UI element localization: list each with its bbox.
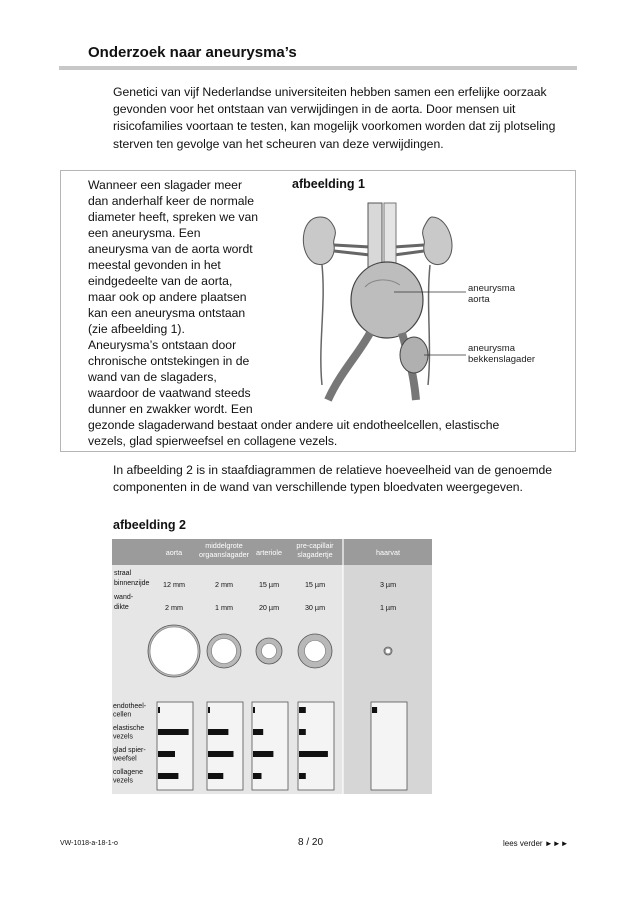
column-header: orgaanslagader bbox=[199, 550, 249, 559]
figure-1-title: afbeelding 1 bbox=[292, 177, 365, 191]
box-text-line: Aneurysma’s ontstaan door bbox=[88, 338, 237, 352]
page-title: Onderzoek naar aneurysma’s bbox=[88, 44, 297, 61]
bar-endotheelcellen bbox=[253, 707, 255, 713]
left-kidney bbox=[303, 217, 335, 265]
title-rule bbox=[59, 66, 577, 70]
box-text-line: gezonde slagaderwand bestaat onder andere uit endotheelcellen, elastische bbox=[88, 418, 500, 432]
bar-collagene-vezels bbox=[253, 773, 262, 779]
next-page-link[interactable]: lees verder ►►► bbox=[503, 839, 569, 848]
row-label: dikte bbox=[114, 604, 129, 611]
bar-elastische-vezels bbox=[158, 729, 189, 735]
box-text-line: wand van de slagaders, bbox=[88, 370, 217, 384]
bar-endotheelcellen bbox=[158, 707, 160, 713]
bar-endotheelcellen bbox=[208, 707, 210, 713]
page-number: 8 / 20 bbox=[298, 837, 324, 848]
box-text-line: aneurysma van de aorta wordt bbox=[88, 242, 253, 256]
box-text-line: eindgedeelte van de aorta, bbox=[88, 274, 233, 288]
column-header: slagadertje bbox=[297, 550, 333, 559]
row-label: wand- bbox=[114, 594, 134, 601]
label-aneurysma-bekken-2: bekkenslagader bbox=[468, 354, 536, 365]
column-header: pre-capillair bbox=[296, 541, 334, 550]
radius-value: 2 mm bbox=[215, 580, 233, 589]
column-header: arteriole bbox=[256, 548, 282, 557]
right-kidney bbox=[423, 217, 452, 265]
footer-code: VW-1018-a-18-1-o bbox=[60, 840, 118, 847]
label-aneurysma-aorta-2: aorta bbox=[468, 294, 490, 305]
box-text-line: dan anderhalf keer de normale bbox=[88, 194, 254, 208]
vessel-lumen bbox=[212, 639, 237, 664]
bar-collagene-vezels bbox=[158, 773, 178, 779]
component-label: vezels bbox=[113, 777, 133, 785]
radius-value: 12 mm bbox=[163, 580, 185, 589]
box-text-line: Wanneer een slagader meer bbox=[88, 178, 243, 192]
wall-value: 1 mm bbox=[215, 603, 233, 612]
left-iliac bbox=[328, 333, 370, 400]
radius-value: 15 µm bbox=[258, 580, 280, 589]
wall-value: 2 mm bbox=[165, 603, 183, 612]
box-text-line: (zie afbeelding 1). bbox=[88, 322, 185, 336]
wall-value: 20 µm bbox=[258, 603, 280, 612]
wall-value: 30 µm bbox=[304, 603, 326, 612]
vessel-wall-chart bbox=[112, 539, 432, 794]
intro-paragraph: Genetici van vijf Nederlandse universiteiten hebben samen een erfelijke oorzaak gevonden voor het ontstaan van verwijdingen in de aorta. Door mensen uit risicofamilies voortaan te testen, kan mogelijk voorkomen worden dat zij plotseling sterven ten gevolge van het scheuren van deze verwijdingen. bbox=[113, 85, 556, 151]
component-label: weefsel bbox=[113, 755, 137, 763]
component-label: endotheel- bbox=[113, 703, 147, 710]
row-label: straal bbox=[114, 570, 132, 577]
wall-value: 1 µm bbox=[379, 603, 397, 612]
vessel-lumen bbox=[262, 644, 277, 659]
component-label: glad spier- bbox=[113, 747, 146, 754]
bar-glad-spierweefsel bbox=[253, 751, 273, 757]
radius-value: 15 µm bbox=[304, 580, 326, 589]
box-text-line: meestal gevonden in het bbox=[88, 258, 221, 272]
box-text-line: maar ook op andere plaatsen bbox=[88, 290, 247, 304]
box-text-line: diameter heeft, spreken we van bbox=[88, 210, 259, 224]
component-label: cellen bbox=[113, 711, 132, 719]
bar-collagene-vezels bbox=[208, 773, 223, 779]
box-text-line: waardoor de vaatwand steeds bbox=[88, 386, 251, 400]
bar-glad-spierweefsel bbox=[158, 751, 175, 757]
box-text-line: dunner en zwakker wordt. Een bbox=[88, 402, 253, 416]
column-header: aorta bbox=[165, 548, 183, 557]
component-label: elastische bbox=[113, 725, 145, 732]
bar-endotheelcellen bbox=[299, 707, 306, 713]
label-aneurysma-bekken-1: aneurysma bbox=[468, 343, 515, 354]
box-text-line: chronische ontstekingen in de bbox=[88, 354, 250, 368]
iliac-aneurysm bbox=[400, 337, 428, 373]
vessel-lumen bbox=[305, 641, 326, 662]
box-text-line: vezels, glad spierweefsel en collagene vezels. bbox=[88, 434, 338, 448]
aorta-aneurysm bbox=[351, 262, 423, 338]
box-text-line: kan een aneurysma ontstaan bbox=[88, 306, 246, 320]
radius-value: 3 µm bbox=[379, 580, 397, 589]
bar-elastische-vezels bbox=[299, 729, 306, 735]
aorta-illustration bbox=[290, 195, 560, 405]
bar-glad-spierweefsel bbox=[299, 751, 328, 757]
column-header: middelgrote bbox=[205, 541, 243, 550]
column-header: haarvat bbox=[376, 548, 400, 557]
component-label: collagene bbox=[113, 769, 143, 776]
component-label: vezels bbox=[113, 733, 133, 741]
bar-panel bbox=[371, 702, 407, 790]
figure-1 bbox=[290, 195, 560, 410]
vessel-lumen bbox=[150, 627, 198, 675]
label-aneurysma-aorta-1: aneurysma bbox=[468, 283, 515, 294]
figure-2 bbox=[112, 539, 432, 799]
figure-2-title: afbeelding 2 bbox=[113, 518, 186, 532]
bar-collagene-vezels bbox=[299, 773, 306, 779]
row-label: binnenzijde bbox=[114, 580, 150, 587]
box-text-line: een aneurysma. Een bbox=[88, 226, 201, 240]
bar-elastische-vezels bbox=[253, 729, 263, 735]
vessel-lumen bbox=[385, 648, 390, 653]
paragraph-2: In afbeelding 2 is in staafdiagrammen de relatieve hoeveelheid van de genoemde componenten in de wand van verschillende typen bloedvaten weergegeven. bbox=[113, 463, 553, 494]
bar-endotheelcellen bbox=[372, 707, 377, 713]
bar-glad-spierweefsel bbox=[208, 751, 234, 757]
bar-elastische-vezels bbox=[208, 729, 228, 735]
